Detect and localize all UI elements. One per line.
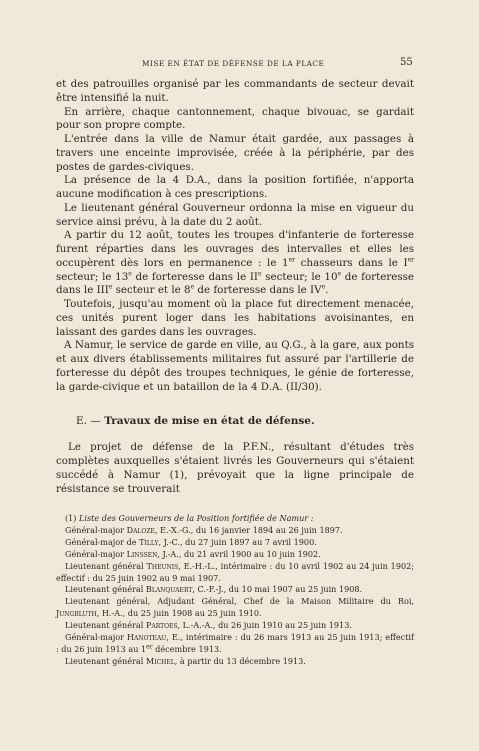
paragraph: A partir du 12 août, toutes les troupes d'infanterie de forteresse furent réparties dans les ouvrages des intervalles et elles les occupèrent dès lors en permanence : le 1er chasseurs dans le Ier secteur; le 13e de forteresse dans le IIe secteur; le 10e de forteresse dans le IIIe secteur et le 8e de forteresse dans le IVe. [56,229,415,297]
footnote-heading: (1) Liste des Gouverneurs de la Position fortifiée de Namur : [65,513,314,523]
section-letter: E. — [76,415,101,427]
paragraph: La présence de la 4 D.A., dans la position fortifiée, n'apporta aucune modification à ces prescriptions. [56,174,414,200]
footnote-entry: Lieutenant général Blanquaert, C.-F.-J., du 10 mai 1907 au 25 juin 1908. [65,584,363,595]
paragraph: En arrière, chaque cantonnement, chaque bivouac, se gardait pour son propre compte. [56,105,414,132]
footnote-entry: Lieutenant général Partoes, L.-A.-A., du 26 juin 1910 au 25 juin 1913. [65,620,352,631]
paragraph: Le projet de défense de la P.F.N., résultant d'études très complètes auxquelles s'étaient livrés les Gouverneurs qui s'étaient succédé à Namur (1), prévoyait que la ligne principale de résistance se trouverait [56,441,414,495]
page-header [0,58,479,72]
paragraph: Le lieutenant général Gouverneur ordonna la mise en vigueur du service ainsi prévu, à la date du 2 août. [56,201,414,228]
running-title: MISE EN ÉTAT DE DÉFENSE DE LA PLACE [142,59,325,68]
section-body [56,440,414,496]
section-title: Travaux de mise en état de défense. [104,415,315,427]
footnotes [56,513,414,668]
footnote-entry: Général-major Hanoteau, E., intérimaire : du 26 mars 1913 au 25 juin 1913; effectif : du 26 juin 1913 au 1er décembre 1913. [56,632,414,654]
footnote-entry: Lieutenant général Michel, à partir du 13 décembre 1913. [65,655,306,666]
paragraph: Toutefois, jusqu'au moment où la place fut directement menacée, ces unités purent loger dans les habitations avoisinantes, en laissant des gardes dans les ouvrages. [56,298,414,338]
footnote-entry: Général-major Daloze, E.-X.-G., du 16 janvier 1894 au 26 juin 1897. [65,524,343,535]
footnote-entry: Général-major de Tilly, J.-C., du 27 juin 1897 au 7 avril 1900. [65,536,317,547]
footnote-entry: Lieutenant général, Adjudant Général, Chef de la Maison Militaire du Roi, Jungbluth, H.-A., du 25 juin 1908 au 25 juin 1910. [56,596,414,619]
paragraph: L'entrée dans la ville de Namur était gardée, aux passages à travers une enceinte improvisée, créée à la périphérie, par des postes de gardes-civiques. [56,133,414,173]
footnote-entry: Lieutenant général Theunis, E.-H.-L., intérimaire : du 10 avril 1902 au 24 juin 1902; effectif : du 25 juin 1902 au 9 mai 1907. [56,560,414,583]
paragraph: A Namur, le service de garde en ville, au Q.G., à la gare, aux ponts et aux divers établissements militaires fut assuré par l'artillerie de forteresse du dépôt des troupes techniques, le génie de forteresse, la garde-civique et un bataillon de la 4 D.A. (II/30). [56,339,414,393]
footnote-entry: Général-major Linssen, J.-A., du 21 avril 1900 au 10 juin 1902. [65,548,321,559]
page-number: 55 [400,57,413,68]
paragraph: et des patrouilles organisé par les commandants de secteur devait être intensifié la nuit. [56,78,414,104]
body-text [56,78,414,394]
section-heading [76,415,416,427]
